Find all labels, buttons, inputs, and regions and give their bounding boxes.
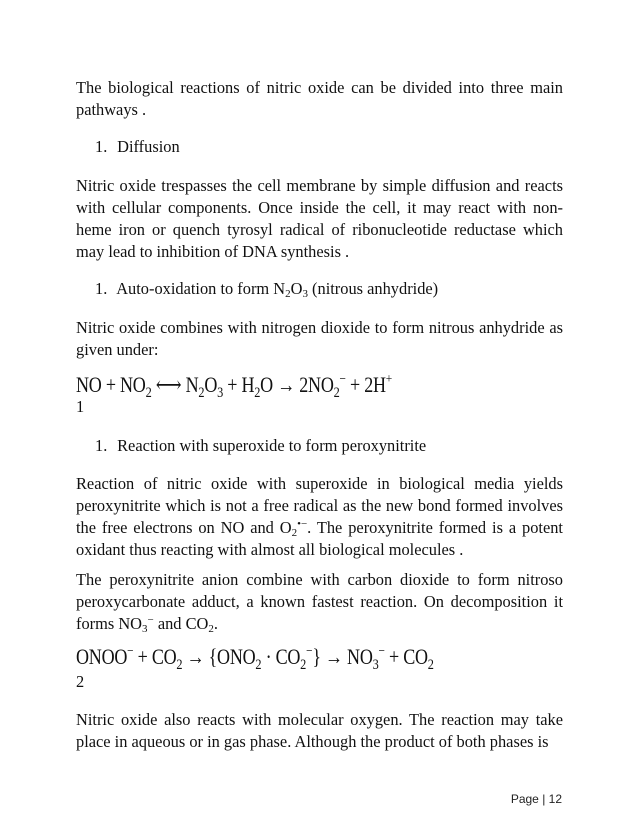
carbonate-text-end: .: [213, 614, 218, 633]
subscript: 3: [302, 288, 308, 300]
list-label-part: O: [290, 279, 303, 298]
page-number: Page | 12: [510, 792, 562, 806]
subscript: 2: [285, 288, 291, 300]
nitrous-text: Nitric oxide combines with nitrogen dioxide to form nitrous anhydride as given under:: [76, 318, 563, 359]
oxygen-text: Nitric oxide also reacts with molecular oxygen. The reaction may take place in aqueous or in gas phase. Although the product of both phases is: [76, 710, 563, 751]
list-label-part: (nitrous anhydride): [307, 279, 439, 298]
equation-2: ONOO− + $CO_2 \to \{ONO_2 \cdot CO_2^-\} \to NO_3^- + CO_2$: [76, 644, 434, 673]
list-item-superoxide: [95, 435, 426, 457]
subscript: 2: [291, 527, 298, 539]
equation-1-number: 1: [76, 397, 85, 416]
diffusion-paragraph: [76, 175, 563, 263]
intro-text: The biological reactions of nitric oxide can be divided into three main pathways .: [76, 78, 563, 119]
equation-2-number: 2: [76, 672, 85, 691]
nitrous-paragraph: [76, 317, 563, 361]
subscript: 2: [208, 623, 214, 635]
carbonate-text-mid: and CO: [153, 614, 209, 633]
peroxynitrite-paragraph: [76, 473, 563, 561]
superscript: −: [147, 614, 154, 626]
list-label: Diffusion: [117, 137, 180, 156]
list-number: 1.: [95, 436, 108, 455]
list-label: Auto-oxidation to form N: [116, 279, 286, 298]
intro-paragraph: [76, 77, 563, 121]
list-number: 1.: [95, 137, 108, 156]
equation-1: NO + $NO_2$ ⟷ $N_2O_3 + H_2O \to 2NO_2^- + 2H^+$: [76, 372, 393, 401]
subscript: 3: [142, 623, 148, 635]
list-label: Reaction with superoxide to form peroxynitrite: [117, 436, 427, 455]
carbonate-paragraph: [76, 569, 563, 635]
list-item-diffusion: [95, 136, 180, 158]
superscript: •−: [297, 518, 308, 530]
list-item-auto-oxidation: [95, 278, 438, 300]
list-number: 1.: [95, 279, 108, 298]
peroxynitrite-text-end: . The peroxynitrite formed is a potent oxidant thus reacting with almost all biological molecules .: [76, 518, 563, 559]
carbonate-text: The peroxynitrite anion combine with carbon dioxide to form nitroso peroxycarbonate adduct, a known fastest reaction. On decomposition it forms NO: [76, 570, 563, 633]
diffusion-text: Nitric oxide trespasses the cell membrane by simple diffusion and reacts with cellular components. Once inside the cell, it may react with non-heme iron or quench tyrosyl radical of ribonucleotide reductase which may lead to inhibition of DNA synthesis .: [76, 176, 563, 261]
oxygen-paragraph: [76, 709, 563, 753]
peroxynitrite-text: Reaction of nitric oxide with superoxide in biological media yields peroxynitrite which is not a free radical as the new bond formed involves the free electrons on NO and O: [76, 474, 563, 537]
